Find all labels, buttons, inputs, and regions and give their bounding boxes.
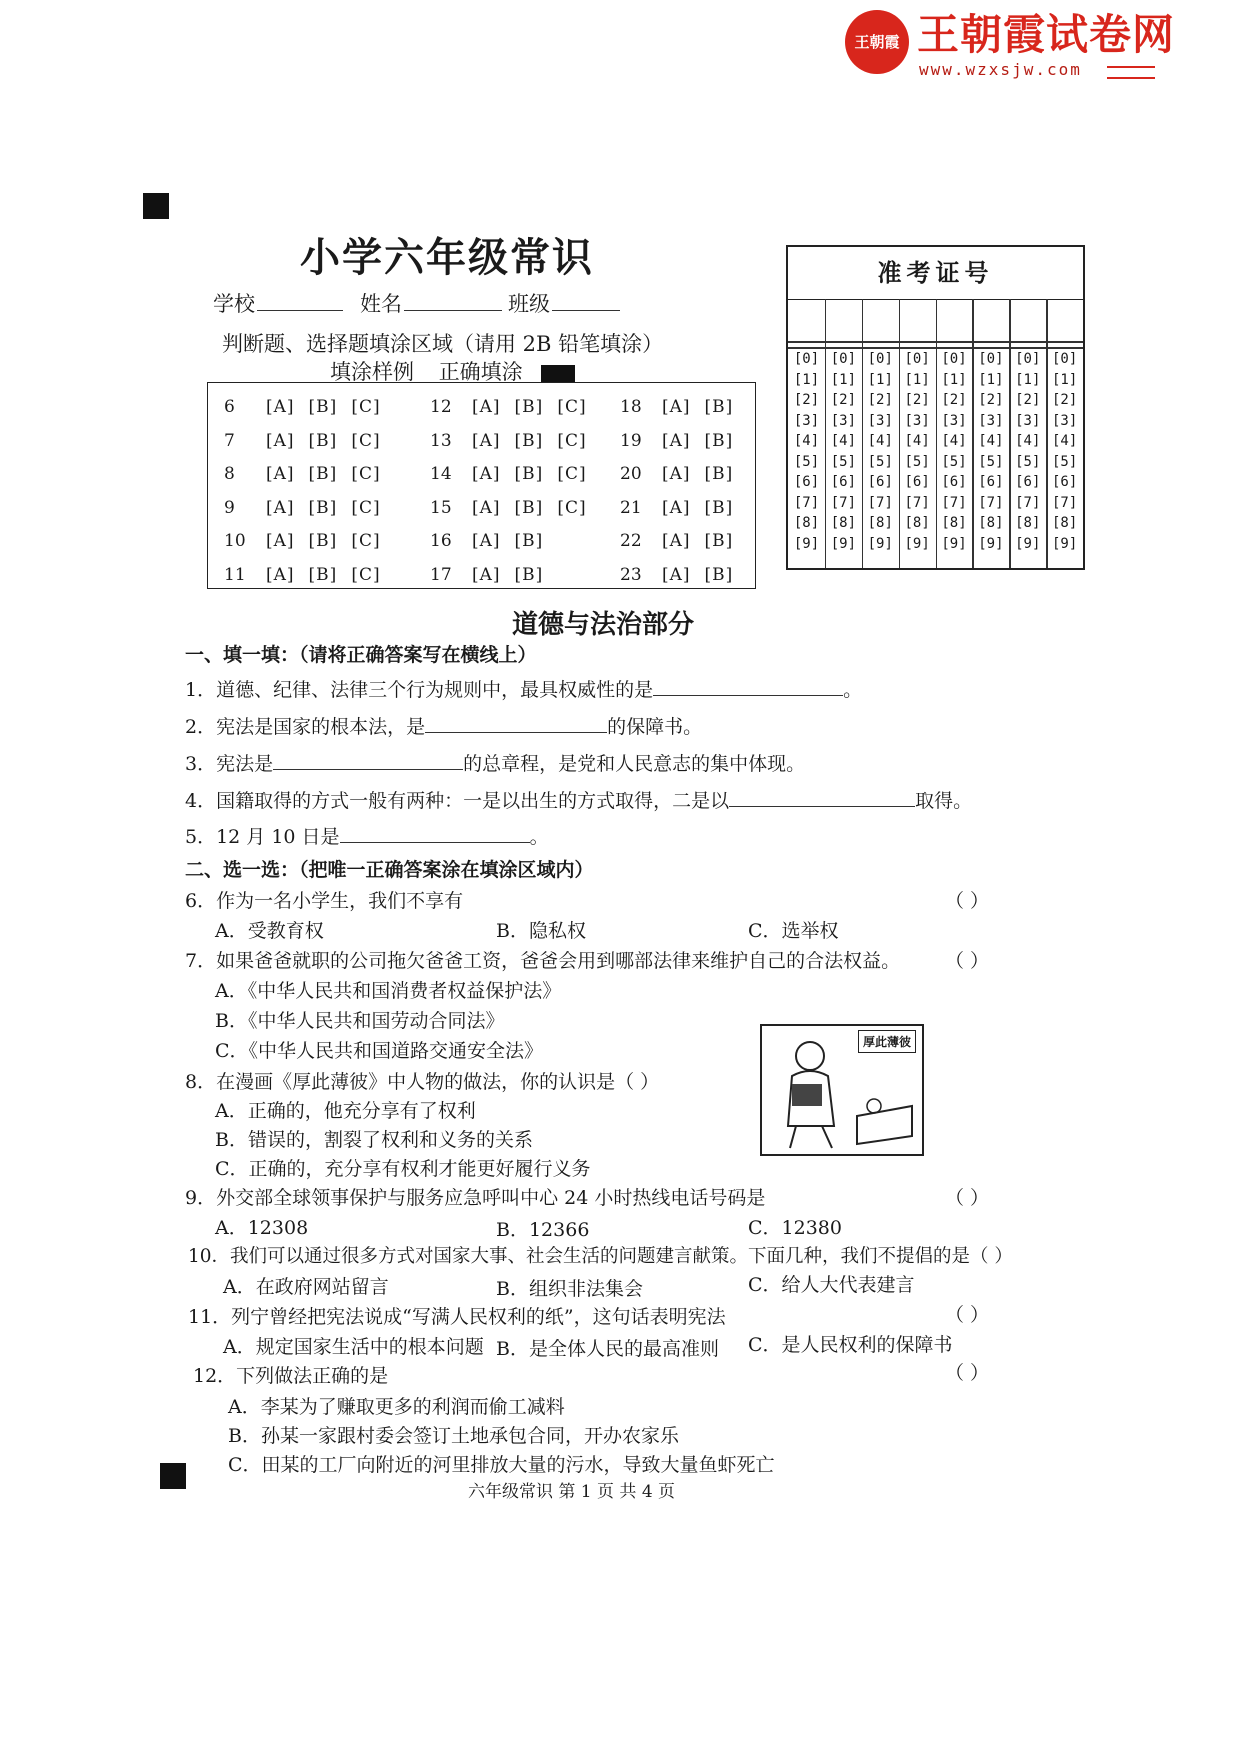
ticket-digit-bubble[interactable]: [9] (1051, 535, 1078, 552)
answer-bubble[interactable]: [B] (514, 430, 544, 451)
ticket-digit-bubble[interactable]: [0] (830, 351, 857, 367)
answer-row-number: 11 (224, 564, 246, 585)
ticket-digit-bubble[interactable]: [1] (978, 371, 1004, 388)
ticket-digit-bubble[interactable]: [6] (867, 474, 893, 490)
answer-bubble[interactable]: [C] (557, 464, 587, 484)
answer-bubble[interactable]: [C] (351, 464, 381, 484)
ticket-digit-bubble[interactable]: [8] (867, 515, 893, 531)
answer-row-number: 23 (620, 564, 642, 585)
ticket-digit-bubble[interactable]: [2] (1015, 392, 1041, 408)
q9-option-b: B．12366 (496, 1219, 590, 1241)
ticket-digit-column (1046, 349, 1083, 554)
ticket-digit-bubble[interactable]: [3] (978, 412, 1004, 429)
q4-blank[interactable] (729, 790, 915, 807)
q12-answer-paren[interactable]: （ ） (945, 1362, 990, 1384)
answer-row-number: 17 (430, 564, 452, 585)
page-title: 小学六年级常识 (300, 234, 594, 281)
logo-stripes (1107, 66, 1155, 79)
answer-bubble[interactable]: [B] (308, 464, 338, 484)
ticket-digit-bubble[interactable]: [9] (941, 535, 967, 552)
answer-row-6 (224, 397, 395, 417)
q9-answer-paren[interactable]: （ ） (945, 1187, 990, 1209)
q6-stem: 6．作为一名小学生，我们不享有 (185, 890, 464, 912)
ticket-digit-column (1009, 349, 1046, 554)
answer-row-number: 20 (620, 464, 642, 484)
section-title: 道德与法治部分 (512, 610, 695, 640)
q9-stem: 9．外交部全球领事保护与服务应急呼叫中心 24 小时热线电话号码是 (185, 1187, 766, 1209)
answer-row-8 (224, 464, 395, 484)
q11-option-a: A．规定国家生活中的根本问题 (223, 1336, 484, 1358)
answer-row-number: 8 (224, 464, 235, 484)
q7-answer-paren[interactable]: （ ） (945, 950, 990, 972)
answer-bubble[interactable]: [C] (351, 497, 381, 518)
answer-row-number: 19 (620, 430, 642, 451)
ticket-digit-bubble[interactable]: [3] (941, 412, 967, 429)
ticket-digit-bubble[interactable]: [6] (1051, 474, 1078, 490)
ticket-digit-bubble[interactable]: [3] (1015, 412, 1041, 429)
answer-bubble[interactable]: [A] (266, 430, 295, 451)
question-1 (185, 675, 862, 702)
answer-bubble[interactable]: [B] (308, 564, 338, 585)
q8-option-b: B．错误的，割裂了权利和义务的关系 (215, 1129, 533, 1151)
answer-row-10 (224, 531, 395, 551)
answer-row-number: 9 (224, 497, 235, 518)
answer-bubble[interactable]: [C] (351, 397, 381, 417)
q9-option-c: C．12380 (748, 1217, 842, 1239)
answer-bubble[interactable]: [B] (308, 430, 338, 451)
q2-end: 的保障书。 (607, 716, 703, 738)
ticket-digit-column (899, 349, 936, 554)
ticket-digit-bubble[interactable]: [6] (978, 474, 1004, 490)
q12-option-c: C．田某的工厂向附近的河里排放大量的污水，导致大量鱼虾死亡 (228, 1454, 775, 1476)
ticket-digit-bubble[interactable]: [9] (830, 535, 857, 552)
ticket-digit-bubble[interactable]: [4] (793, 433, 820, 449)
q11-option-c: C．是人民权利的保障书 (748, 1334, 953, 1356)
ticket-digit-bubble[interactable]: [2] (867, 392, 893, 408)
ticket-digit-bubble[interactable]: [1] (793, 371, 820, 388)
answer-bubble[interactable]: [B] (514, 564, 544, 585)
ticket-digit-bubble[interactable]: [4] (904, 433, 930, 449)
answer-row-number: 15 (430, 497, 452, 518)
ticket-digit-bubble[interactable]: [6] (830, 474, 857, 490)
q3-blank[interactable] (273, 753, 463, 770)
answer-row-number: 21 (620, 497, 642, 518)
ticket-digit-bubble[interactable]: [8] (793, 515, 820, 531)
question-5 (185, 822, 549, 849)
q7-option-a: A．《中华人民共和国消费者权益保护法》 (215, 980, 562, 1002)
ticket-digit-bubble[interactable]: [0] (1051, 351, 1078, 367)
ticket-digit-bubble[interactable]: [0] (793, 351, 820, 367)
answer-row-number: 13 (430, 430, 452, 451)
logo-url: www.wzxsjw.com (919, 60, 1082, 79)
ticket-digit-bubble[interactable]: [9] (867, 535, 893, 552)
ticket-digit-bubble[interactable]: [3] (793, 412, 820, 429)
ticket-digit-bubble[interactable]: [2] (1051, 392, 1078, 408)
q8-option-c: C．正确的，充分享有权利才能更好履行义务 (215, 1158, 591, 1180)
q1-blank[interactable] (653, 679, 843, 696)
ticket-digit-bubble[interactable]: [5] (978, 453, 1004, 470)
answer-row-11 (224, 565, 395, 585)
ticket-digit-bubble[interactable]: [4] (941, 433, 967, 449)
answer-row-19 (620, 431, 747, 451)
answer-bubble[interactable]: [A] (662, 531, 691, 551)
answer-bubble[interactable]: [B] (514, 497, 544, 518)
answer-bubble[interactable]: [B] (308, 497, 338, 518)
answer-bubble[interactable]: [A] (266, 497, 295, 518)
ticket-digit-bubble[interactable]: [7] (904, 494, 930, 511)
ticket-digit-bubble[interactable]: [6] (1015, 474, 1041, 490)
answer-bubble[interactable]: [A] (472, 564, 501, 585)
answer-row-23 (620, 565, 747, 585)
part1-heading: 一、填一填：（请将正确答案写在横线上） (185, 644, 537, 666)
answer-row-number: 16 (430, 531, 452, 551)
answer-bubble[interactable]: [A] (472, 531, 501, 551)
q3-end: 的总章程，是党和人民意志的集中体现。 (463, 753, 806, 775)
ticket-digit-bubble[interactable]: [8] (941, 515, 967, 531)
answer-bubble[interactable]: [C] (557, 430, 587, 451)
answer-row-16 (430, 531, 557, 551)
site-logo (845, 10, 1176, 82)
answer-row-18 (620, 397, 747, 417)
ticket-digit-bubble[interactable]: [6] (904, 474, 930, 490)
answer-bubble[interactable]: [A] (472, 497, 501, 518)
ticket-digit-bubble[interactable]: [0] (1015, 351, 1041, 367)
school-label: 学校 (213, 292, 255, 316)
q7-option-b: B．《中华人民共和国劳动合同法》 (215, 1010, 505, 1032)
q5-blank[interactable] (340, 826, 530, 843)
ticket-digit-bubble[interactable]: [3] (904, 412, 930, 429)
ticket-digit-bubble[interactable]: [3] (867, 412, 893, 429)
answer-bubble[interactable]: [C] (351, 564, 381, 585)
name-label: 姓名 (360, 292, 402, 316)
ticket-digit-bubble[interactable]: [1] (867, 371, 893, 388)
ticket-digit-column (788, 349, 825, 554)
answer-bubble[interactable]: [A] (266, 397, 295, 417)
q6-answer-paren[interactable]: （ ） (945, 890, 990, 912)
fill-area-note: 判断题、选择题填涂区域（请用 2B 铅笔填涂） (222, 332, 664, 356)
answer-bubble[interactable]: [B] (704, 531, 734, 551)
ticket-digit-bubble[interactable]: [4] (1051, 433, 1078, 449)
ticket-digit-bubble[interactable]: [8] (1051, 515, 1078, 531)
q2-blank[interactable] (425, 716, 607, 733)
ticket-digit-bubble[interactable]: [7] (1015, 494, 1041, 511)
q5-text: 5．12 月 10 日是 (185, 826, 340, 848)
answer-bubble[interactable]: [C] (557, 497, 587, 518)
ticket-digit-bubble[interactable]: [4] (1015, 433, 1041, 449)
answer-row-number: 14 (430, 464, 452, 484)
answer-bubble[interactable]: [A] (662, 564, 691, 585)
answer-row-number: 10 (224, 531, 246, 551)
answer-bubble[interactable]: [A] (266, 464, 295, 484)
answer-bubble[interactable]: [A] (662, 464, 691, 484)
ticket-digit-bubble[interactable]: [0] (978, 351, 1004, 367)
q7-option-c: C．《中华人民共和国道路交通安全法》 (215, 1040, 544, 1062)
ticket-digit-bubble[interactable]: [7] (978, 494, 1004, 511)
ticket-number-box (786, 245, 1085, 570)
q6-option-a: A．受教育权 (215, 920, 324, 942)
ticket-row-divider (788, 341, 1083, 343)
answer-bubble[interactable]: [B] (308, 531, 338, 551)
q1-text: 1．道德、纪律、法律三个行为规则中，最具权威性的是 (185, 679, 654, 701)
ticket-digit-bubble[interactable]: [8] (978, 515, 1004, 531)
sample-label: 填涂样例 (330, 360, 414, 384)
q6-option-b: B．隐私权 (496, 920, 586, 942)
answer-bubble[interactable]: [A] (662, 497, 691, 518)
registration-mark (160, 1463, 186, 1489)
ticket-digit-bubble[interactable]: [5] (904, 453, 930, 470)
answer-bubble[interactable]: [A] (662, 430, 691, 451)
q10-option-a: A．在政府网站留言 (223, 1276, 389, 1298)
name-field[interactable] (360, 288, 502, 318)
answer-row-14 (430, 464, 601, 484)
ticket-digit-bubble[interactable]: [1] (1051, 371, 1078, 388)
answer-row-22 (620, 531, 747, 551)
answer-bubble[interactable]: [A] (662, 397, 691, 417)
answer-row-15 (430, 498, 601, 518)
q10-option-c: C．给人大代表建言 (748, 1274, 915, 1296)
answer-row-number: 22 (620, 531, 642, 551)
page-footer: 六年级常识 第 1 页 共 4 页 (468, 1482, 676, 1502)
ticket-digit-bubble[interactable]: [9] (904, 535, 930, 552)
answer-bubble[interactable]: [A] (266, 531, 295, 551)
ticket-digit-bubble[interactable]: [1] (904, 371, 930, 388)
ticket-digit-bubble[interactable]: [4] (830, 433, 857, 449)
ticket-digit-bubble[interactable]: [9] (793, 535, 820, 552)
answer-bubble[interactable]: [A] (266, 564, 295, 585)
q6-option-c: C．选举权 (748, 920, 839, 942)
ticket-digit-column (972, 349, 1009, 554)
ticket-digit-bubble[interactable]: [3] (830, 412, 857, 429)
correct-label: 正确填涂 (438, 360, 523, 384)
ticket-digit-column (825, 349, 862, 554)
answer-bubble[interactable]: [B] (308, 397, 338, 417)
answer-bubble[interactable]: [A] (472, 430, 501, 451)
q1-end: 。 (843, 679, 863, 701)
answer-bubble[interactable]: [B] (704, 430, 734, 451)
ticket-digit-bubble[interactable]: [8] (1015, 515, 1041, 531)
answer-bubble[interactable]: [C] (351, 531, 381, 551)
registration-mark (143, 193, 169, 219)
answer-bubble[interactable]: [A] (472, 397, 501, 417)
answer-bubble[interactable]: [B] (704, 397, 734, 417)
ticket-digit-bubble[interactable]: [7] (941, 494, 967, 511)
ticket-digit-bubble[interactable]: [6] (941, 474, 967, 490)
answer-grid (207, 382, 756, 589)
answer-bubble[interactable]: [A] (472, 464, 501, 484)
ticket-digit-bubble[interactable]: [7] (1051, 494, 1078, 511)
q12-stem: 12．下列做法正确的是 (193, 1365, 389, 1387)
q8-stem: 8．在漫画《厚此薄彼》中人物的做法，你的认识是（ ） (185, 1071, 660, 1093)
answer-row-12 (430, 397, 601, 417)
ticket-digit-bubble[interactable]: [9] (978, 535, 1004, 552)
answer-row-number: 6 (224, 397, 235, 417)
ticket-digit-column (936, 349, 973, 554)
ticket-digit-bubble[interactable]: [5] (830, 453, 857, 470)
q7-stem: 7．如果爸爸就职的公司拖欠爸爸工资，爸爸会用到哪部法律来维护自己的合法权益。 (185, 950, 901, 972)
class-label: 班级 (508, 292, 550, 316)
ticket-digit-bubble[interactable]: [7] (867, 494, 893, 511)
answer-row-17 (430, 565, 557, 585)
answer-bubble[interactable]: [B] (704, 497, 734, 518)
ticket-digit-bubble[interactable]: [9] (1015, 535, 1041, 552)
ticket-digit-bubble[interactable]: [1] (941, 371, 967, 388)
ticket-digit-bubble[interactable]: [0] (867, 351, 893, 367)
ticket-digit-bubble[interactable]: [2] (941, 392, 967, 408)
ticket-digit-bubble[interactable]: [1] (1015, 371, 1041, 388)
class-field[interactable] (508, 288, 620, 318)
cartoon-image (760, 1024, 924, 1156)
school-field[interactable] (213, 288, 343, 318)
ticket-title: 准考证号 (788, 247, 1083, 300)
ticket-digit-bubble[interactable]: [3] (1051, 412, 1078, 429)
q9-option-a: A．12308 (215, 1217, 309, 1239)
ticket-digit-bubble[interactable]: [0] (941, 351, 967, 367)
answer-bubble[interactable]: [B] (514, 464, 544, 484)
ticket-digit-bubble[interactable]: [5] (1051, 453, 1078, 470)
ticket-digit-bubble[interactable]: [8] (830, 515, 857, 531)
q12-option-a: A．李某为了赚取更多的利润而偷工减料 (228, 1396, 565, 1418)
part2-heading: 二、选一选：（把唯一正确答案涂在填涂区域内） (185, 859, 594, 881)
filled-bubble-sample (541, 365, 575, 383)
q2-text: 2．宪法是国家的根本法，是 (185, 716, 426, 738)
ticket-digit-bubble[interactable]: [2] (978, 392, 1004, 408)
answer-bubble[interactable]: [C] (351, 430, 381, 451)
answer-bubble[interactable]: [B] (514, 397, 544, 417)
question-3 (185, 749, 805, 776)
q10-stem: 10．我们可以通过很多方式对国家大事、社会生活的问题建言献策。下面几种，我们不提倡的是（ ） (188, 1246, 1013, 1267)
answer-row-9 (224, 498, 395, 518)
ticket-digit-bubble[interactable]: [4] (978, 433, 1004, 449)
logo-brand: 王朝霞试卷网 (917, 10, 1176, 59)
answer-bubble[interactable]: [B] (514, 531, 544, 551)
ticket-digit-bubble[interactable]: [5] (1015, 453, 1041, 470)
q3-text: 3．宪法是 (185, 753, 274, 775)
ticket-digit-bubble[interactable]: [5] (941, 453, 967, 470)
answer-row-13 (430, 431, 601, 451)
answer-row-21 (620, 498, 747, 518)
ticket-digit-bubble[interactable]: [7] (830, 494, 857, 511)
ticket-digit-bubble[interactable]: [5] (793, 453, 820, 470)
answer-row-number: 12 (430, 397, 452, 417)
ticket-digit-bubble[interactable]: [1] (830, 371, 857, 388)
q11-option-b: B．是全体人民的最高准则 (496, 1338, 719, 1360)
answer-row-number: 7 (224, 430, 235, 451)
q8-option-a: A．正确的，他充分享有了权利 (215, 1100, 476, 1122)
answer-row-7 (224, 431, 395, 451)
q12-option-b: B．孙某一家跟村委会签订土地承包合同，开办农家乐 (228, 1425, 679, 1447)
cartoon-title: 厚此薄彼 (858, 1030, 916, 1053)
answer-row-20 (620, 464, 747, 484)
q4-text: 4．国籍取得的方式一般有两种：一是以出生的方式取得，二是以 (185, 790, 730, 812)
ticket-digit-bubble[interactable]: [2] (830, 392, 857, 408)
ticket-digit-bubble[interactable]: [2] (793, 392, 820, 408)
seal-icon: 王朝霞 (845, 10, 909, 74)
ticket-digit-bubble[interactable]: [7] (793, 494, 820, 511)
q4-end: 取得。 (915, 790, 973, 812)
q11-stem: 11．列宁曾经把宪法说成“写满人民权利的纸”，这句话表明宪法 (188, 1306, 726, 1328)
question-2 (185, 712, 702, 739)
ticket-digit-bubble[interactable]: [4] (867, 433, 893, 449)
ticket-digit-bubble[interactable]: [5] (867, 453, 893, 470)
ticket-digit-bubble[interactable]: [6] (793, 474, 820, 490)
answer-bubble[interactable]: [B] (704, 564, 734, 585)
q5-end: 。 (529, 826, 549, 848)
ticket-digit-bubble[interactable]: [8] (904, 515, 930, 531)
answer-row-number: 18 (620, 397, 642, 417)
q11-answer-paren[interactable]: （ ） (945, 1304, 990, 1326)
question-4 (185, 786, 972, 813)
ticket-digit-bubble[interactable]: [2] (904, 392, 930, 408)
answer-bubble[interactable]: [B] (704, 464, 734, 484)
answer-bubble[interactable]: [C] (557, 397, 587, 417)
ticket-digit-column (862, 349, 899, 554)
q10-option-b: B．组织非法集会 (496, 1278, 643, 1300)
ticket-digit-bubble[interactable]: [0] (904, 351, 930, 367)
